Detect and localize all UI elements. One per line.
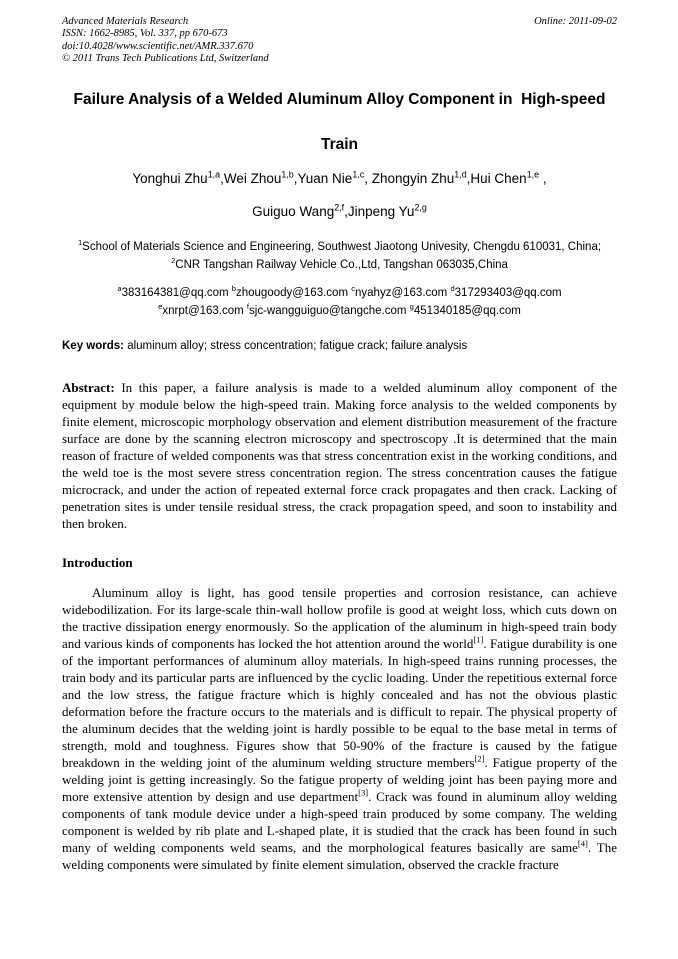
section-heading-introduction: Introduction	[62, 554, 133, 570]
journal-header	[62, 16, 617, 66]
paper-title-line-1: Failure Analysis of a Welded Aluminum Alloy Component in High-speed	[73, 90, 606, 108]
keywords-line: Key words: aluminum alloy; stress concentration; fatigue crack; failure analysis	[62, 339, 468, 352]
emails-line-2: $^e$xnrpt@163.com $^f$sjc-wangguiguo@tangche.com $^g$451340185@qq.com	[158, 301, 521, 317]
journal-name: Advanced Materials Research	[62, 16, 189, 27]
introduction-paragraph: Aluminum alloy is light, has good tensile properties and corrosion resistance, can achieve widebodilization. For its large-scale thin-wall hollow profile is good at weight loss, which cuts down on the tractive dissipation energy enormously. So the application of the aluminum in high-speed train body and various kinds of components has locked the hot attention around the world[1]. Fatigue durability is one of the important performances of aluminum alloy materials. In high-speed trains running processes, the train body and its particular parts are influenced by the cyclic loading. Under the repetitious external force and the low stress, the fatigue fracture which is highly concealed and has not the obvious plastic deformation before the fracture occurs to the materials and is difficult to repair. The physical property of the aluminum decides that the welding joint is hardly possible to be equal to the base metal in terms of strength, mold and toughness. Figures show that 50-90% of the fracture is caused by the fatigue breakdown in the welding joint of the aluminum welding structure members[2]. Fatigue property of the welding joint is getting increasingly. So the fatigue property of welding joint has been paying more and more extensive attention by design and use department[3]. Crack was found in aluminum alloy welding components of tank module device under a high-speed train produced by some company. The welding component is welded by rib plate and L-shaped plate, it is studied that the crack has been found in such many of welding components weld seams, and the morphological features basically are same[4]. The welding components were simulated by finite element simulation, observed the crackle fracture	[62, 584, 617, 872]
issn-line: ISSN: 1662-8985, Vol. 337, pp 670-673	[62, 28, 228, 40]
paper-title-line-2: Train	[320, 135, 359, 153]
paper-title	[62, 90, 617, 154]
emails-line-1: $^a$383164381@qq.com $^b$zhougoody@163.com $^c$nyahyz@163.com $^d$317293403@qq.com	[117, 283, 562, 299]
authors-line-1: Yonghui Zhu$^{1,a}$,Wei Zhou$^{1,b}$,Yuan Nie$^{1,c}$, Zhongyin Zhu$^{1,d}$,Hui Chen$^{1,e}$ ,	[132, 169, 547, 186]
online-date: Online: 2011-09-02	[534, 16, 617, 27]
affiliations: $^1$School of Materials Science and Engineering, Southwest Jiaotong Univesity, Chengdu 610031, China; $^2$CNR Tangshan Railway Vehicle Co.,Ltd, Tangshan 063035,China	[77, 237, 602, 271]
journal-header-row	[62, 16, 617, 28]
author-emails	[62, 284, 617, 320]
doi-line: doi:10.4028/www.scientific.net/AMR.337.670	[62, 40, 254, 52]
abstract-paragraph: Abstract: In this paper, a failure analysis is made to a welded aluminum alloy component of the equipment by module below the high-speed train. Making force analysis to the welded components by finite element, microscopic morphology observation and element distribution measurement of the fracture surface are done by the scanning electron microscopy and spectroscopy .It is determined that the main reason of fracture of welded components was that stress concentration exist in the working conditions, and the weld toe is the most severe stress concentration region. The stress concentration causes the fatigue microcrack, and under the action of repeated external force crack propagates and then crack. Lacking of penetration sites is under tensile residual stress, the crack propagation speed, and soon to instability and then broken.	[62, 379, 617, 531]
copyright-line: © 2011 Trans Tech Publications Ltd, Switzerland	[62, 53, 269, 65]
authors-line-2: Guiguo Wang$^{2,f}$,Jinpeng Yu$^{2,g}$	[252, 202, 427, 219]
